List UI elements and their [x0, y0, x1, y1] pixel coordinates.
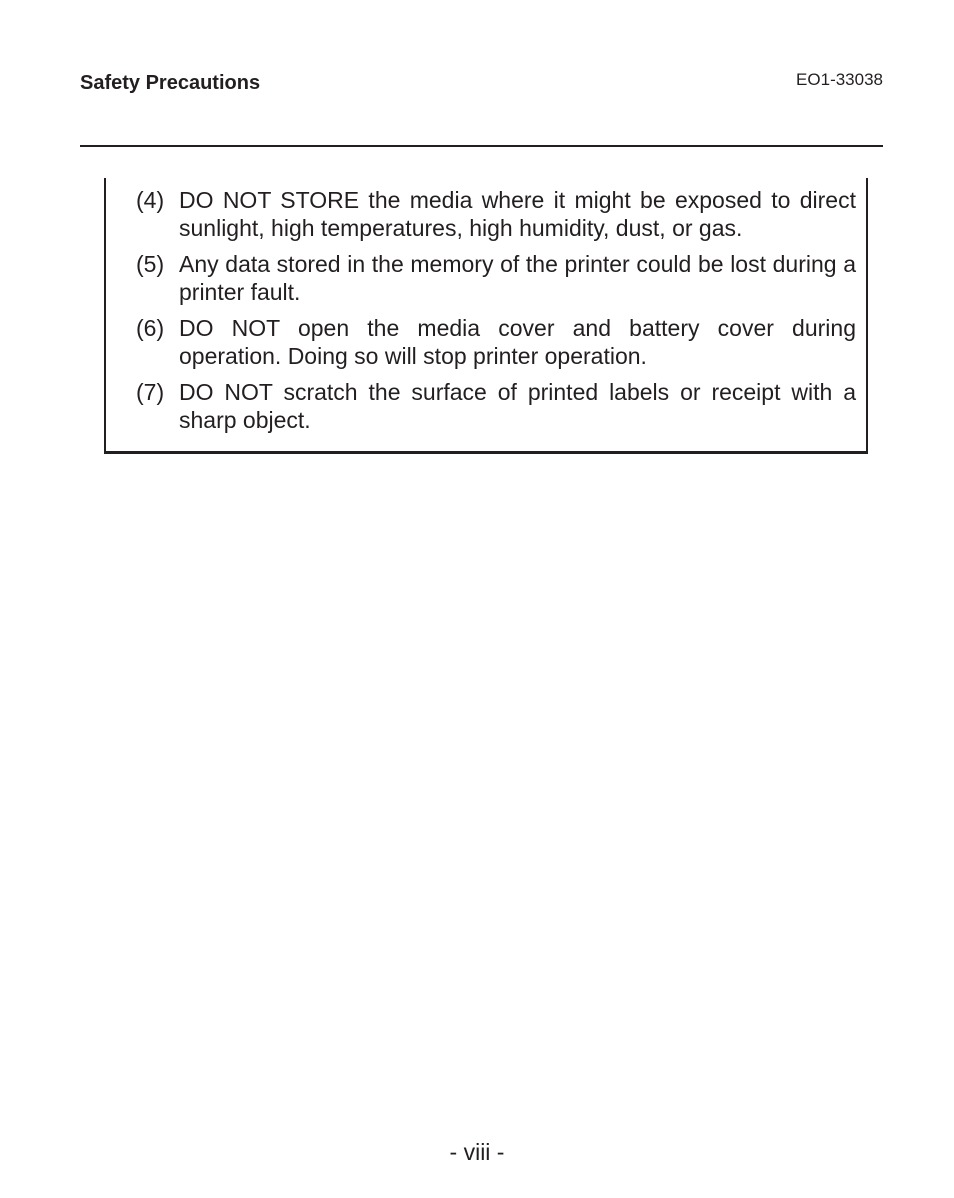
safety-notice-box	[104, 178, 868, 454]
precaution-item-4	[136, 186, 856, 242]
item-number: (5)	[136, 251, 165, 277]
precaution-item-7	[136, 378, 856, 434]
document-number: EO1-33038	[796, 70, 883, 89]
precaution-item-5	[136, 250, 856, 306]
item-text: DO NOT scratch the surface of printed labels or receipt with a sharp object.	[179, 379, 856, 433]
item-number: (6)	[136, 315, 165, 341]
section-title: Safety Precautions	[80, 72, 261, 94]
item-text: DO NOT open the media cover and battery cover during operation. Doing so will stop printer operation.	[179, 315, 856, 369]
item-text: Any data stored in the memory of the printer could be lost during a printer fault.	[179, 251, 856, 305]
item-number: (4)	[136, 187, 165, 213]
precaution-item-6	[136, 314, 856, 370]
page-number: - viii -	[449, 1139, 505, 1165]
item-text: DO NOT STORE the media where it might be exposed to direct sunlight, high temperatures, high humidity, dust, or gas.	[179, 187, 856, 241]
item-number: (7)	[136, 379, 165, 405]
header-divider	[80, 145, 883, 147]
